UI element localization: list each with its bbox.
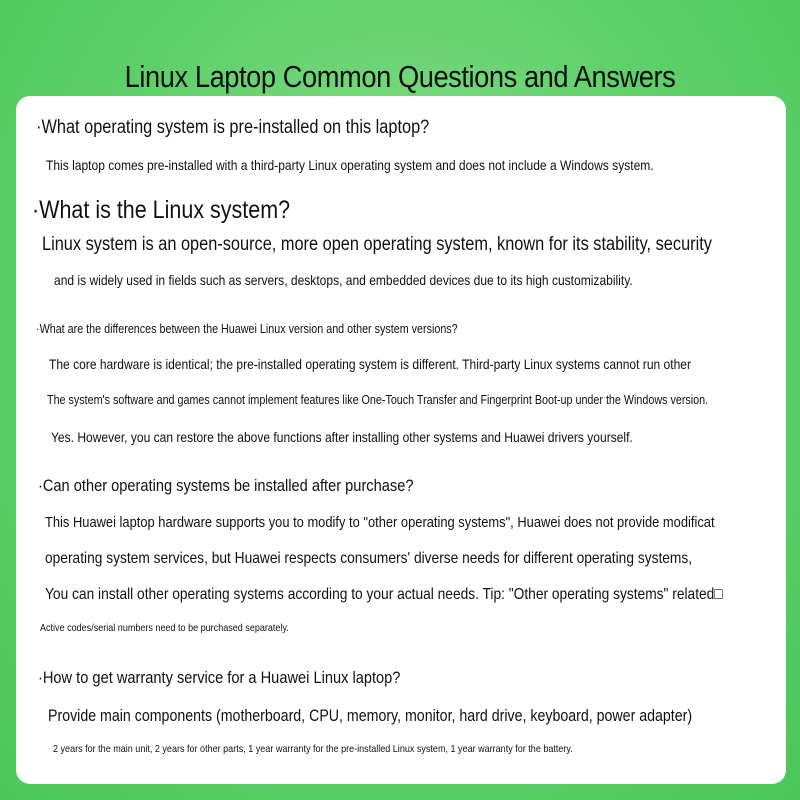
faq-answer-install-other-os-line-3: You can install other operating systems according to your actual needs. Tip: "Other operating systems" related□ bbox=[45, 586, 723, 603]
faq-question-preinstalled-os: ·What operating system is pre-installed on this laptop? bbox=[36, 117, 430, 138]
faq-card bbox=[16, 96, 786, 784]
faq-answer-version-differences-line-3: Yes. However, you can restore the above functions after installing other systems and Huawei drivers yourself. bbox=[51, 429, 633, 445]
faq-question-install-other-os: ·Can other operating systems be installed after purchase? bbox=[38, 476, 414, 495]
faq-question-what-is-linux: ·What is the Linux system? bbox=[32, 196, 291, 224]
faq-answer-warranty-line-2: 2 years for the main unit, 2 years for other parts, 1 year warranty for the pre-installed Linux system, 1 year warranty for the battery. bbox=[53, 743, 573, 755]
faq-question-version-differences: ·What are the differences between the Huawei Linux version and other system versions? bbox=[36, 322, 458, 336]
faq-question-warranty: ·How to get warranty service for a Huawei Linux laptop? bbox=[38, 668, 401, 687]
page-title: Linux Laptop Common Questions and Answers bbox=[124, 58, 676, 94]
faq-answer-version-differences-line-1: The core hardware is identical; the pre-installed operating system is different. Third-party Linux systems cannot run other bbox=[49, 356, 692, 372]
faq-answer-what-is-linux-line-1: Linux system is an open-source, more open operating system, known for its stability, security bbox=[42, 234, 712, 255]
faq-answer-install-other-os-note: Active codes/serial numbers need to be purchased separately. bbox=[40, 622, 289, 634]
faq-answer-what-is-linux-line-2: and is widely used in fields such as servers, desktops, and embedded devices due to its high customizability. bbox=[54, 272, 633, 288]
faq-answer-preinstalled-os: This laptop comes pre-installed with a third-party Linux operating system and does not include a Windows system. bbox=[46, 157, 654, 173]
faq-answer-warranty-line-1: Provide main components (motherboard, CPU, memory, monitor, hard drive, keyboard, power adapter) bbox=[48, 707, 693, 725]
faq-answer-version-differences-line-2: The system's software and games cannot implement features like One-Touch Transfer and Fingerprint Boot-up under the Windows version. bbox=[47, 393, 709, 407]
faq-answer-install-other-os-line-1: This Huawei laptop hardware supports you to modify to "other operating systems", Huawei does not provide modificat bbox=[45, 514, 715, 531]
faq-answer-install-other-os-line-2: operating system services, but Huawei respects consumers' diverse needs for different operating systems, bbox=[45, 550, 693, 567]
